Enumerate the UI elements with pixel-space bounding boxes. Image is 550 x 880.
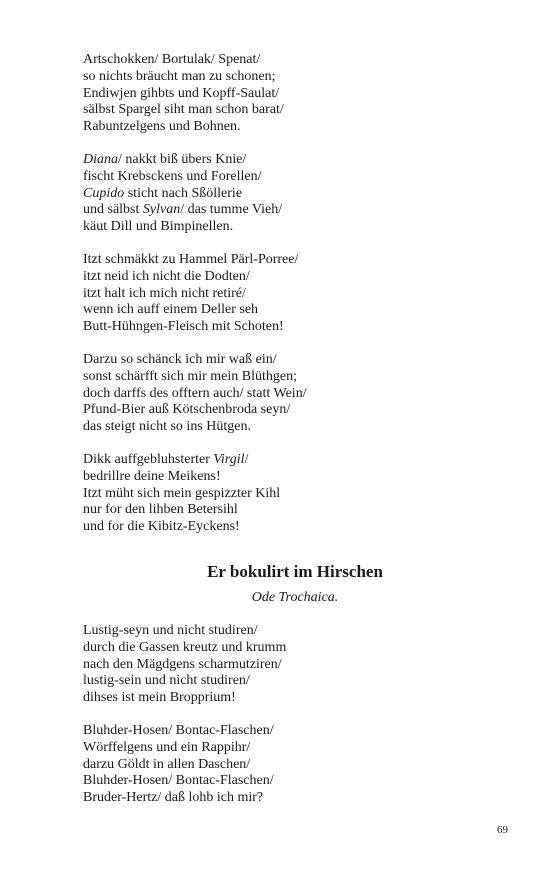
italic-name: Diana — [83, 151, 118, 167]
poem-continuation — [83, 52, 503, 536]
verse-line: Butt-Hühngen-Fleisch mit Schoten! — [83, 319, 284, 335]
italic-name: Sylvan — [142, 202, 181, 218]
verse-line: Artschokken/ Bortulak/ Spenat/ — [83, 52, 261, 67]
verse-line: darzu Göldt in allen Daschen/ — [83, 756, 251, 772]
verse-line: durch die Gassen kreutz und krumm — [83, 639, 287, 655]
verse-line: itzt neid ich nicht die Dodten/ — [83, 268, 250, 284]
verse-line: Endiwjen gihbts und Kopff-Saulat/ — [83, 85, 280, 101]
verse-line: Bruder-Hertz/ daß lohb ich mir? — [83, 790, 264, 806]
verse-line: bedrillre deine Meikens! — [83, 468, 221, 484]
verse-line: dihses ist mein Bropprium! — [83, 690, 236, 706]
stanza — [83, 623, 503, 707]
italic-name: Cupido — [83, 185, 125, 201]
verse-line: sälbst Spargel siht man schon barat/ — [83, 102, 284, 118]
stanza — [83, 252, 503, 336]
verse-line: Cupido sticht nach Sßöllerie — [83, 185, 243, 201]
verse-line: Lustig-seyn und nicht studiren/ — [83, 623, 258, 638]
stanza — [83, 723, 503, 807]
verse-line: und for die Kibitz-Eyckens! — [83, 519, 240, 535]
italic-name: Virgil — [213, 451, 245, 467]
verse-line: Itzt schmäkkt zu Hammel Pärl-Porree/ — [83, 251, 299, 267]
verse-line: Bluhder-Hosen/ Bontac-Flaschen/ — [83, 722, 274, 738]
verse-line: fischt Krebsckens und Forellen/ — [83, 168, 262, 184]
verse-line: nach den Mägdgens scharmutziren/ — [83, 656, 282, 672]
page-number: 69 — [497, 824, 508, 836]
verse-line: Pfund-Bier auß Kötschenbroda seyn/ — [83, 402, 291, 418]
verse-line: Dikk auffgebluhsterter Virgil/ — [83, 451, 249, 467]
verse-line: käut Dill und Bimpinellen. — [83, 219, 234, 235]
stanza — [83, 452, 503, 536]
poem-subtitle: Ode Trochaica. — [251, 590, 339, 605]
verse-line: Darzu so schänck ich mir waß ein/ — [83, 351, 277, 367]
verse-line: Bluhder-Hosen/ Bontac-Flaschen/ — [83, 773, 274, 789]
poem-ode-trochaica — [83, 623, 503, 807]
verse-line: Rabuntzelgens und Bohnen. — [83, 119, 241, 135]
verse-line: itzt halt ich mich nicht retiré/ — [83, 285, 246, 301]
verse-line: das steigt nicht so ins Hütgen. — [83, 419, 251, 435]
verse-line: wenn ich auff einem Deller seh — [83, 302, 259, 318]
stanza — [83, 352, 503, 436]
stanza — [83, 52, 503, 136]
stanza — [83, 152, 503, 236]
verse-line: lustig-sein und nicht studiren/ — [83, 673, 250, 689]
verse-line: Wörffelgens und ein Rappihr/ — [83, 739, 251, 755]
verse-line: doch darffs des offtern auch/ statt Wein/ — [83, 385, 307, 401]
verse-line: nur for den lihben Betersihl — [83, 502, 238, 518]
verse-line: Itzt müht sich mein gespizzter Kihl — [83, 485, 281, 501]
verse-line: und sälbst Sylvan/ das tumme Vieh/ — [83, 202, 283, 218]
verse-line: sonst schärfft sich mir mein Blüthgen; — [83, 368, 297, 384]
verse-line: Diana/ nakkt biß übers Knie/ — [83, 151, 247, 167]
poem-title: Er bokulirt im Hirschen — [207, 562, 383, 581]
verse-line: so nichts bräucht man zu schonen; — [83, 68, 276, 84]
